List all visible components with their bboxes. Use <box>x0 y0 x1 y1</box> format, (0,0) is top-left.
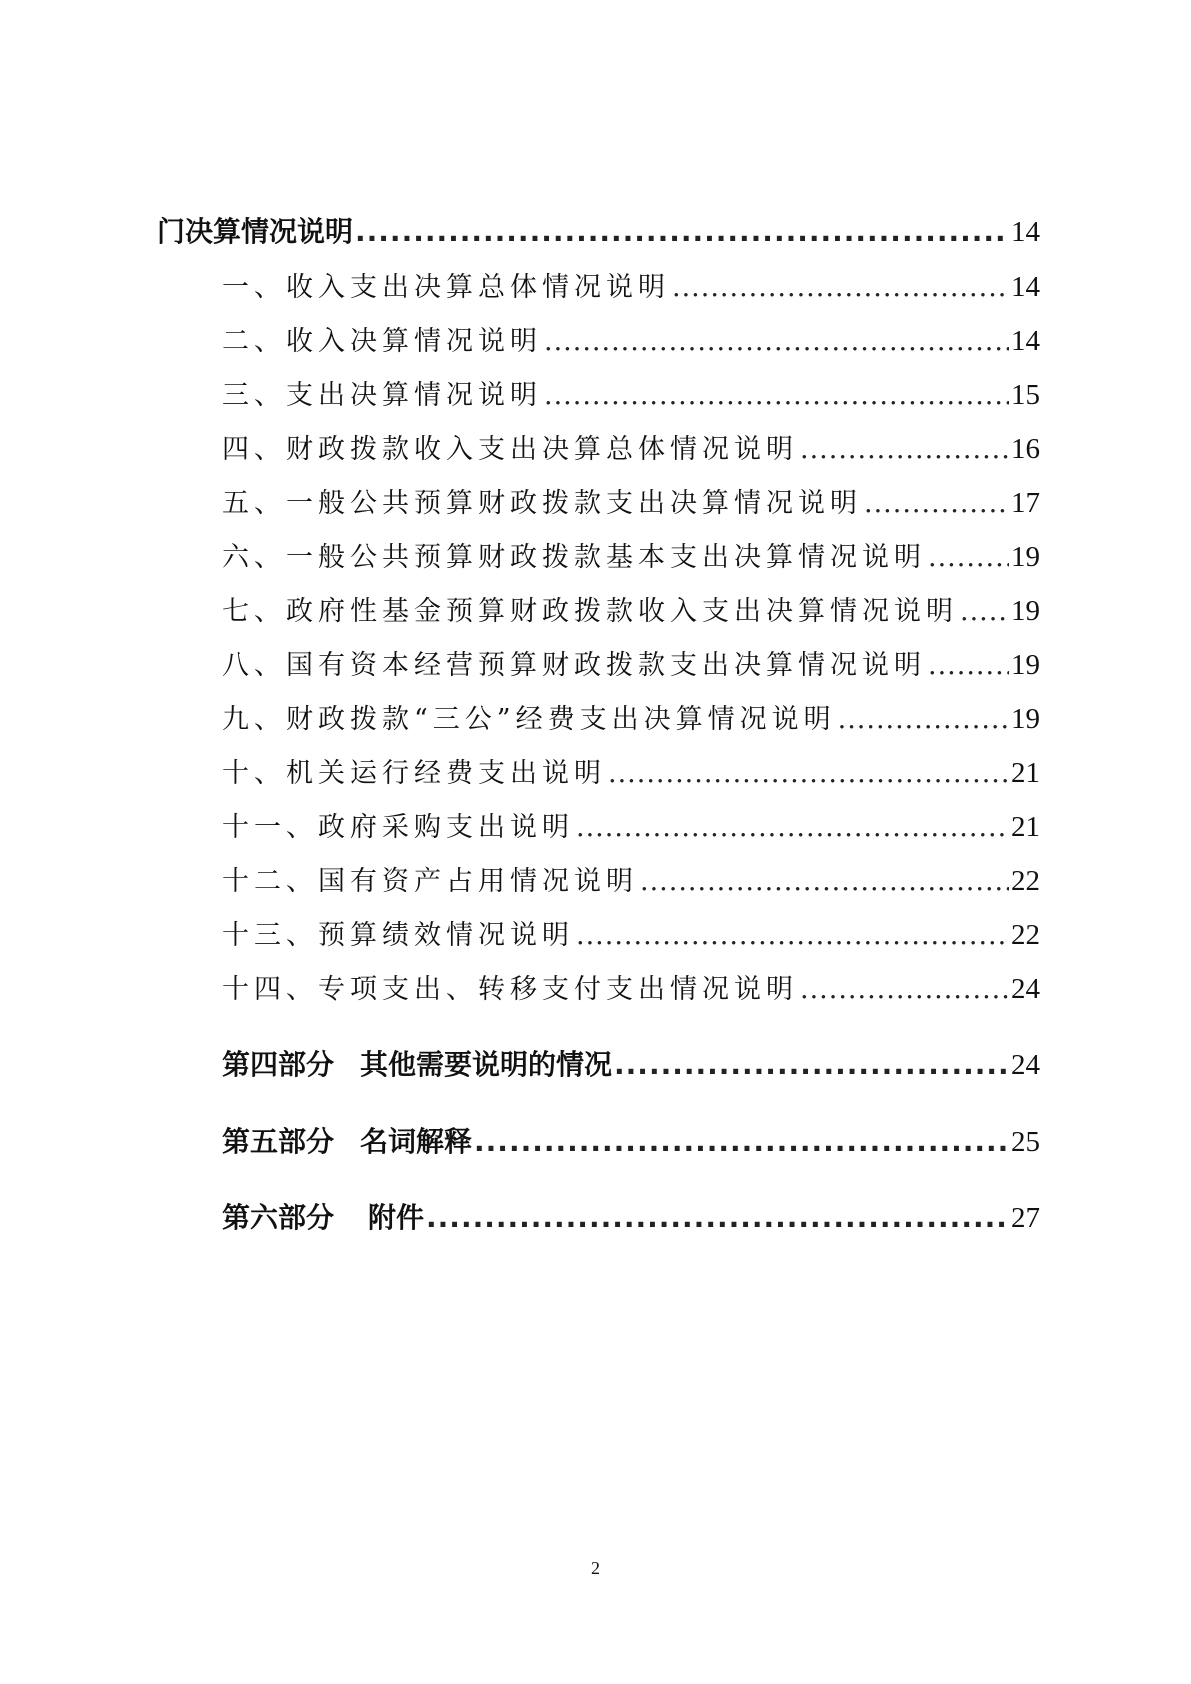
toc-part-entry[interactable] <box>222 1043 1040 1083</box>
toc-entry[interactable] <box>222 427 1040 466</box>
toc-page-number: 17 <box>1011 487 1040 519</box>
toc-entry[interactable] <box>222 751 1040 790</box>
dot-leader <box>608 758 1009 789</box>
dot-leader <box>544 380 1009 411</box>
toc-entry[interactable] <box>222 967 1040 1006</box>
toc-page-number: 14 <box>1011 216 1040 248</box>
toc-page-number: 24 <box>1011 973 1040 1005</box>
dot-leader <box>355 215 1009 248</box>
toc-entry[interactable] <box>222 643 1040 682</box>
toc-entry-label: 门决算情况说明 <box>157 215 354 248</box>
dot-leader <box>614 1048 1009 1081</box>
dot-leader <box>960 596 1009 627</box>
dot-leader <box>928 650 1009 681</box>
toc-part-entry[interactable] <box>222 1196 1040 1236</box>
toc-entry-label: 五、一般公共预算财政拨款支出决算情况说明 <box>222 488 862 519</box>
toc-entry[interactable] <box>222 805 1040 844</box>
dot-leader <box>576 812 1009 843</box>
toc-entry-label: 四、财政拨款收入支出决算总体情况说明 <box>222 434 798 465</box>
dot-leader <box>544 326 1009 357</box>
dot-leader <box>800 974 1009 1005</box>
toc-page-number: 22 <box>1011 865 1040 897</box>
toc-entry[interactable] <box>222 589 1040 628</box>
toc-entry-label: 一、收入支出决算总体情况说明 <box>222 272 670 303</box>
toc-page-number: 25 <box>1011 1126 1040 1158</box>
toc-page-number: 14 <box>1011 325 1040 357</box>
toc-page-number: 21 <box>1011 811 1040 843</box>
toc-page-number: 19 <box>1011 541 1040 573</box>
toc-entry-label: 三、支出决算情况说明 <box>222 380 542 411</box>
toc-page-number: 24 <box>1011 1049 1040 1081</box>
toc-page-number: 27 <box>1011 1202 1040 1234</box>
toc-part-entry[interactable] <box>222 1120 1040 1160</box>
toc-heading-entry[interactable] <box>157 210 1040 250</box>
toc-entry-label: 十、机关运行经费支出说明 <box>222 758 606 789</box>
toc-entry-label: 九、财政拨款“三公”经费支出决算情况说明 <box>222 704 836 735</box>
toc-entry-label: 十一、政府采购支出说明 <box>222 812 574 843</box>
dot-leader <box>838 704 1009 735</box>
toc-entry-label: 十四、专项支出、转移支付支出情况说明 <box>222 974 798 1005</box>
toc-entry[interactable] <box>222 481 1040 520</box>
dot-leader <box>800 434 1009 465</box>
toc-entry[interactable] <box>222 265 1040 304</box>
toc-page-number: 15 <box>1011 379 1040 411</box>
toc-part-label <box>222 1043 612 1083</box>
dot-leader <box>928 542 1009 573</box>
toc-page-number: 14 <box>1011 271 1040 303</box>
toc-entry-label: 二、收入决算情况说明 <box>222 326 542 357</box>
part-number: 第五部分 <box>222 1125 335 1158</box>
toc-page-number: 22 <box>1011 919 1040 951</box>
part-title: 名词解释 <box>360 1125 473 1158</box>
dot-leader <box>864 488 1009 519</box>
toc-page-number: 16 <box>1011 433 1040 465</box>
toc-part-label <box>222 1196 424 1236</box>
toc-entry[interactable] <box>222 913 1040 952</box>
dot-leader <box>426 1201 1009 1234</box>
toc-entry-label: 六、一般公共预算财政拨款基本支出决算情况说明 <box>222 542 926 573</box>
part-number: 第六部分 <box>222 1201 335 1234</box>
toc-entry[interactable] <box>222 697 1040 736</box>
part-number: 第四部分 <box>222 1048 335 1081</box>
dot-leader <box>474 1125 1009 1158</box>
toc-page-number: 21 <box>1011 757 1040 789</box>
toc-entry[interactable] <box>222 535 1040 574</box>
dot-leader <box>672 272 1009 303</box>
part-title: 附件 <box>368 1201 425 1234</box>
toc-entry-label: 十三、预算绩效情况说明 <box>222 920 574 951</box>
toc-entry-label: 八、国有资本经营预算财政拨款支出决算情况说明 <box>222 650 926 681</box>
toc-entry-label: 七、政府性基金预算财政拨款收入支出决算情况说明 <box>222 596 958 627</box>
page-number-footer: 2 <box>591 1558 600 1578</box>
toc-part-label <box>222 1120 472 1160</box>
toc-entry[interactable] <box>222 373 1040 412</box>
part-title: 其他需要说明的情况 <box>360 1048 613 1081</box>
toc-entry-label: 十二、国有资产占用情况说明 <box>222 866 638 897</box>
toc-page-number: 19 <box>1011 703 1040 735</box>
toc-page-number: 19 <box>1011 649 1040 681</box>
toc-entry[interactable] <box>222 319 1040 358</box>
dot-leader <box>640 866 1009 897</box>
toc-entry[interactable] <box>222 859 1040 898</box>
dot-leader <box>576 920 1009 951</box>
toc-page-number: 19 <box>1011 595 1040 627</box>
